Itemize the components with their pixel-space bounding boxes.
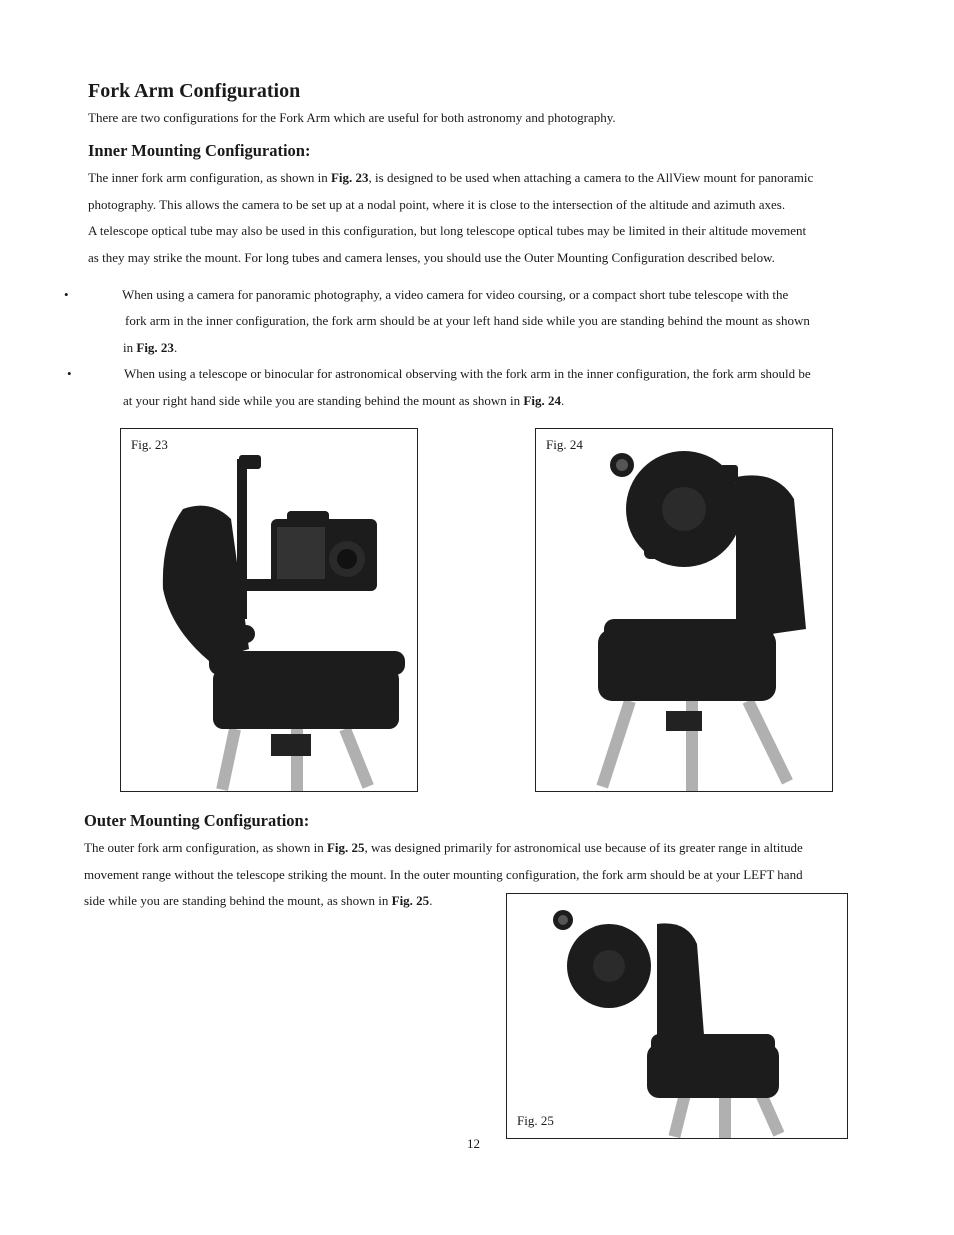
outer-heading: Outer Mounting Configuration: [84, 811, 310, 830]
fig-25-ref: Fig. 25 [391, 893, 430, 908]
figure-25-illustration [507, 894, 847, 1138]
inner-p2-line1: A telescope optical tube may also be used in this configuration, but long telescope optical tubes may be limited in their altitude movement [88, 223, 807, 238]
figure-23 [120, 428, 418, 792]
fig-25-ref: Fig. 25 [326, 840, 365, 855]
outer-line2: movement range without the telescope striking the mount. In the outer mounting configuration, the fork arm should be at your LEFT hand [84, 867, 803, 882]
outer-line1: The outer fork arm configuration, as shown in Fig. 25, was designed primarily for astronomical use because of its greater range in altitude [84, 840, 803, 855]
bullet-1-line2: fork arm in the inner configuration, the fork arm should be at your left hand side while you are standing behind the mount as shown [125, 313, 810, 328]
bullet-1-line3: in Fig. 23. [123, 340, 178, 355]
fig-23-ref: Fig. 23 [136, 340, 174, 355]
bullet-2-marker: • [67, 366, 72, 381]
inner-p2-line2: as they may strike the mount. For long tubes and camera lenses, you should use the Outer Mounting Configuration described below. [88, 250, 775, 265]
fig-23-ref: Fig. 23 [330, 170, 369, 185]
figure-23-label: Fig. 23 [131, 437, 168, 452]
fig-24-ref: Fig. 24 [523, 393, 561, 408]
bullet-1-marker: • [64, 287, 69, 302]
inner-p1-line1: The inner fork arm configuration, as shown in Fig. 23, is designed to be used when attaching a camera to the AllView mount for panoramic [88, 170, 814, 185]
figure-24-illustration [536, 429, 832, 791]
bullet-1-line1: When using a camera for panoramic photography, a video camera for video coursing, or a compact short tube telescope with the [122, 287, 789, 302]
outer-line3: side while you are standing behind the mount, as shown in Fig. 25. [84, 893, 433, 908]
figure-24 [535, 428, 833, 792]
figure-25-label: Fig. 25 [517, 1113, 554, 1128]
figure-23-illustration [121, 429, 417, 791]
intro-text: There are two configurations for the Fork Arm which are useful for both astronomy and photography. [88, 110, 616, 125]
inner-p1-line2: photography. This allows the camera to be set up at a nodal point, where it is close to the intersection of the altitude and azimuth axes. [88, 197, 786, 212]
page-title: Fork Arm Configuration [88, 80, 301, 102]
bullet-2-line1: When using a telescope or binocular for astronomical observing with the fork arm in the inner configuration, the fork arm should be [124, 366, 811, 381]
page-number: 12 [467, 1136, 480, 1151]
bullet-2-line2: at your right hand side while you are standing behind the mount as shown in Fig. 24. [123, 393, 565, 408]
figure-25 [506, 893, 848, 1139]
figure-24-label: Fig. 24 [546, 437, 583, 452]
inner-heading: Inner Mounting Configuration: [88, 141, 311, 160]
